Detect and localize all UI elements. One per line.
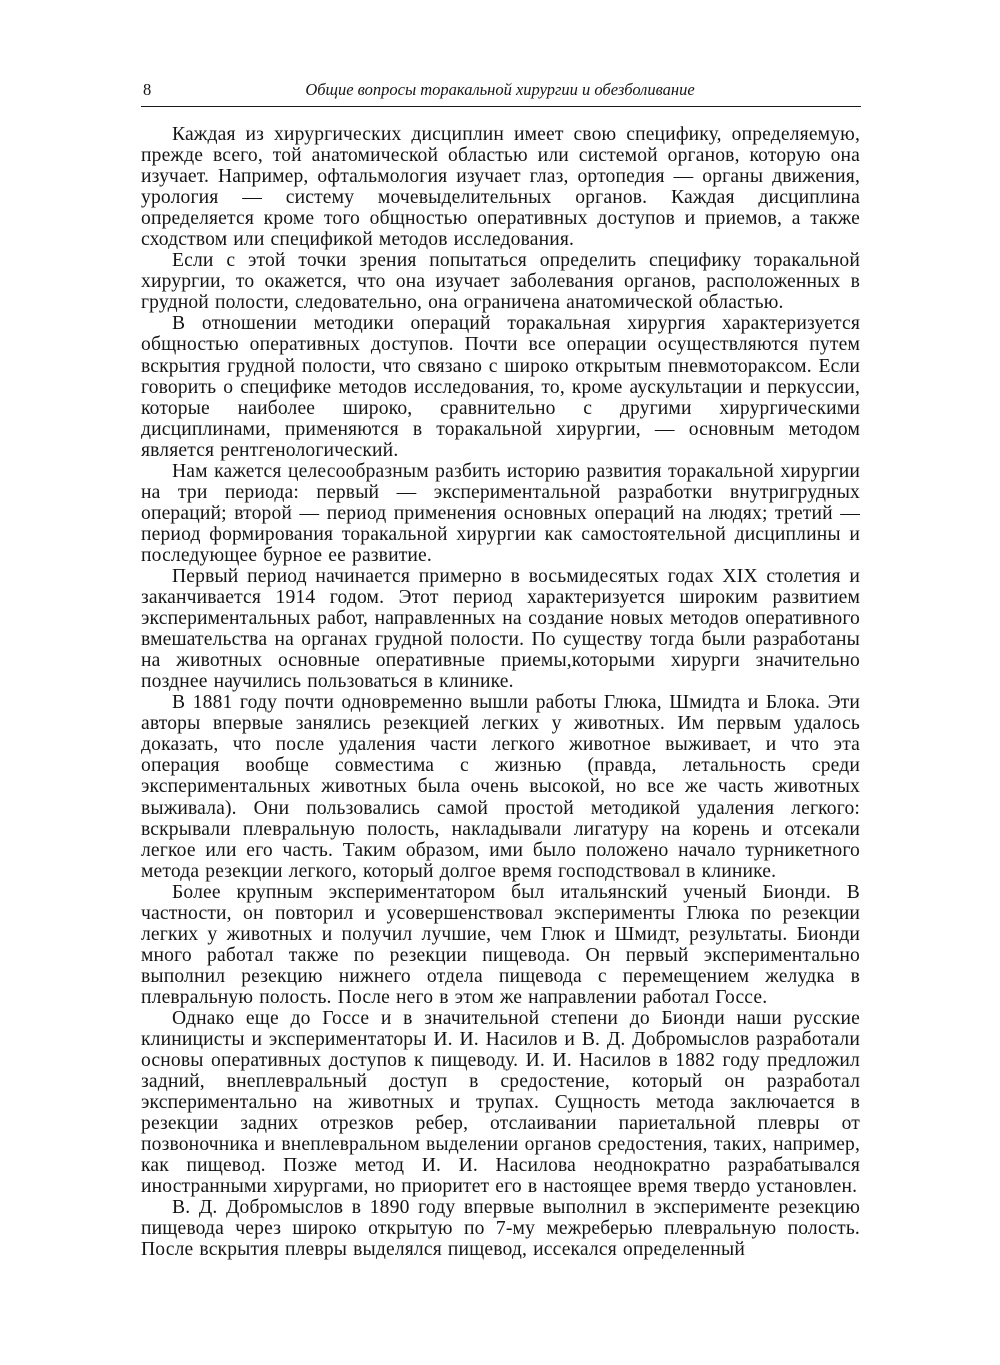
- paragraph: Более крупным экспериментатором был итальянский ученый Бионди. В частности, он повторил и усовершенствовал эксперименты Глюка по резекции легких у животных и получил лучшие, чем Глюк и Шмидт, результаты. Бионди много работал также по резекции пищевода. Он первый экспериментально выполнил резекцию нижнего отдела пищевода с перемещением желудка в плевральную полость. После него в этом же направлении работал Госсе.: [141, 881, 860, 1008]
- paragraph: В отношении методики операций торакальная хирургия характеризуется общностью оперативных доступов. Почти все операции осуществляются путем вскрытия грудной полости, что связано с широко открытым пневмотораксом. Если говорить о специфике методов исследования, то, кроме аускультации и перкуссии, которые наиболее широко, сравнительно с другими хирургическими дисциплинами, применяются в торакальной хирургии, — основным методом является рентгенологический.: [141, 313, 860, 461]
- paragraph: Однако еще до Госсе и в значительной степени до Бионди наши русские клиницисты и экспериментаторы И. И. Насилов и В. Д. Добромыслов разработали основы оперативных доступов к пищеводу. И. И. Насилов в 1882 году предложил задний, внеплевральный доступ в средостение, который он разработал экспериментально на животных и трупах. Сущность метода заключается в резекции задних отрезков ребер, отслаивании париетальной плевры от позвоночника и внеплевральном выделении органов средостения, таких, например, как пищевод. Позже метод И. И. Насилова неоднократно разрабатывался иностранными хирургами, но приоритет его в настоящее время твердо установлен.: [141, 1007, 860, 1198]
- paragraph: Первый период начинается примерно в восьмидесятых годах XIX столетия и заканчивается 1914 годом. Этот период характеризуется широким развитием экспериментальных работ, направленных на создание новых методов оперативного вмешательства на органах грудной полости. По существу тогда были разработаны на животных основные оперативные приемы,которыми хирурги значительно позднее научились пользоваться в клинике.: [141, 565, 860, 693]
- paragraph: В. Д. Добромыслов в 1890 году впервые выполнил в эксперименте резекцию пищевода через широко открытую по 7-му межреберью плевральную полость. После вскрытия плевры выделялся пищевод, иссекался определенный: [141, 1197, 860, 1261]
- paragraph: Нам кажется целесообразным разбить историю развития торакальной хирургии на три периода: первый — экспериментальной разработки внутригрудных операций; второй — период применения основных операций на людях; третий — период формирования торакальной хирургии как самостоятельной дисциплины и последующее бурное ее развитие.: [141, 460, 860, 566]
- body-text: [141, 124, 860, 1261]
- paragraph: Каждая из хирургических дисциплин имеет свою специфику, определяемую, прежде всего, той анатомической областью или системой органов, которую она изучает. Например, офтальмология изучает глаз, ортопедия — органы движения, урология — систему мочевыделительных органов. Каждая дисциплина определяется кроме того общностью оперативных доступов и приемов, а также сходством или спецификой методов исследования.: [141, 124, 860, 251]
- page-header: [141, 77, 859, 103]
- page-number: 8: [143, 80, 152, 99]
- paragraph: Если с этой точки зрения попытаться определить специфику торакальной хирургии, то окажется, что она изучает заболевания органов, расположенных в грудной полости, следовательно, она ограничена анатомической областью.: [141, 250, 860, 314]
- paragraph: В 1881 году почти одновременно вышли работы Глюка, Шмидта и Блока. Эти авторы впервые занялись резекцией легких у животных. Им первым удалось доказать, что после удаления части легкого животное выживает, и что эта операция вообще совместима с жизнью (правда, летальность среди экспериментальных животных была очень высокой, но все же часть животных выживала). Они пользовались самой простой методикой удаления легкого: вскрывали плевральную полость, накладывали лигатуру на корень и отсекали легкое или его часть. Таким образом, ими было положено начало турникетного метода резекции легкого, который долгое время господствовал в клинике.: [141, 692, 860, 882]
- running-title: Общие вопросы торакальной хирургии и обезболивание: [305, 80, 695, 99]
- header-divider: [141, 106, 861, 107]
